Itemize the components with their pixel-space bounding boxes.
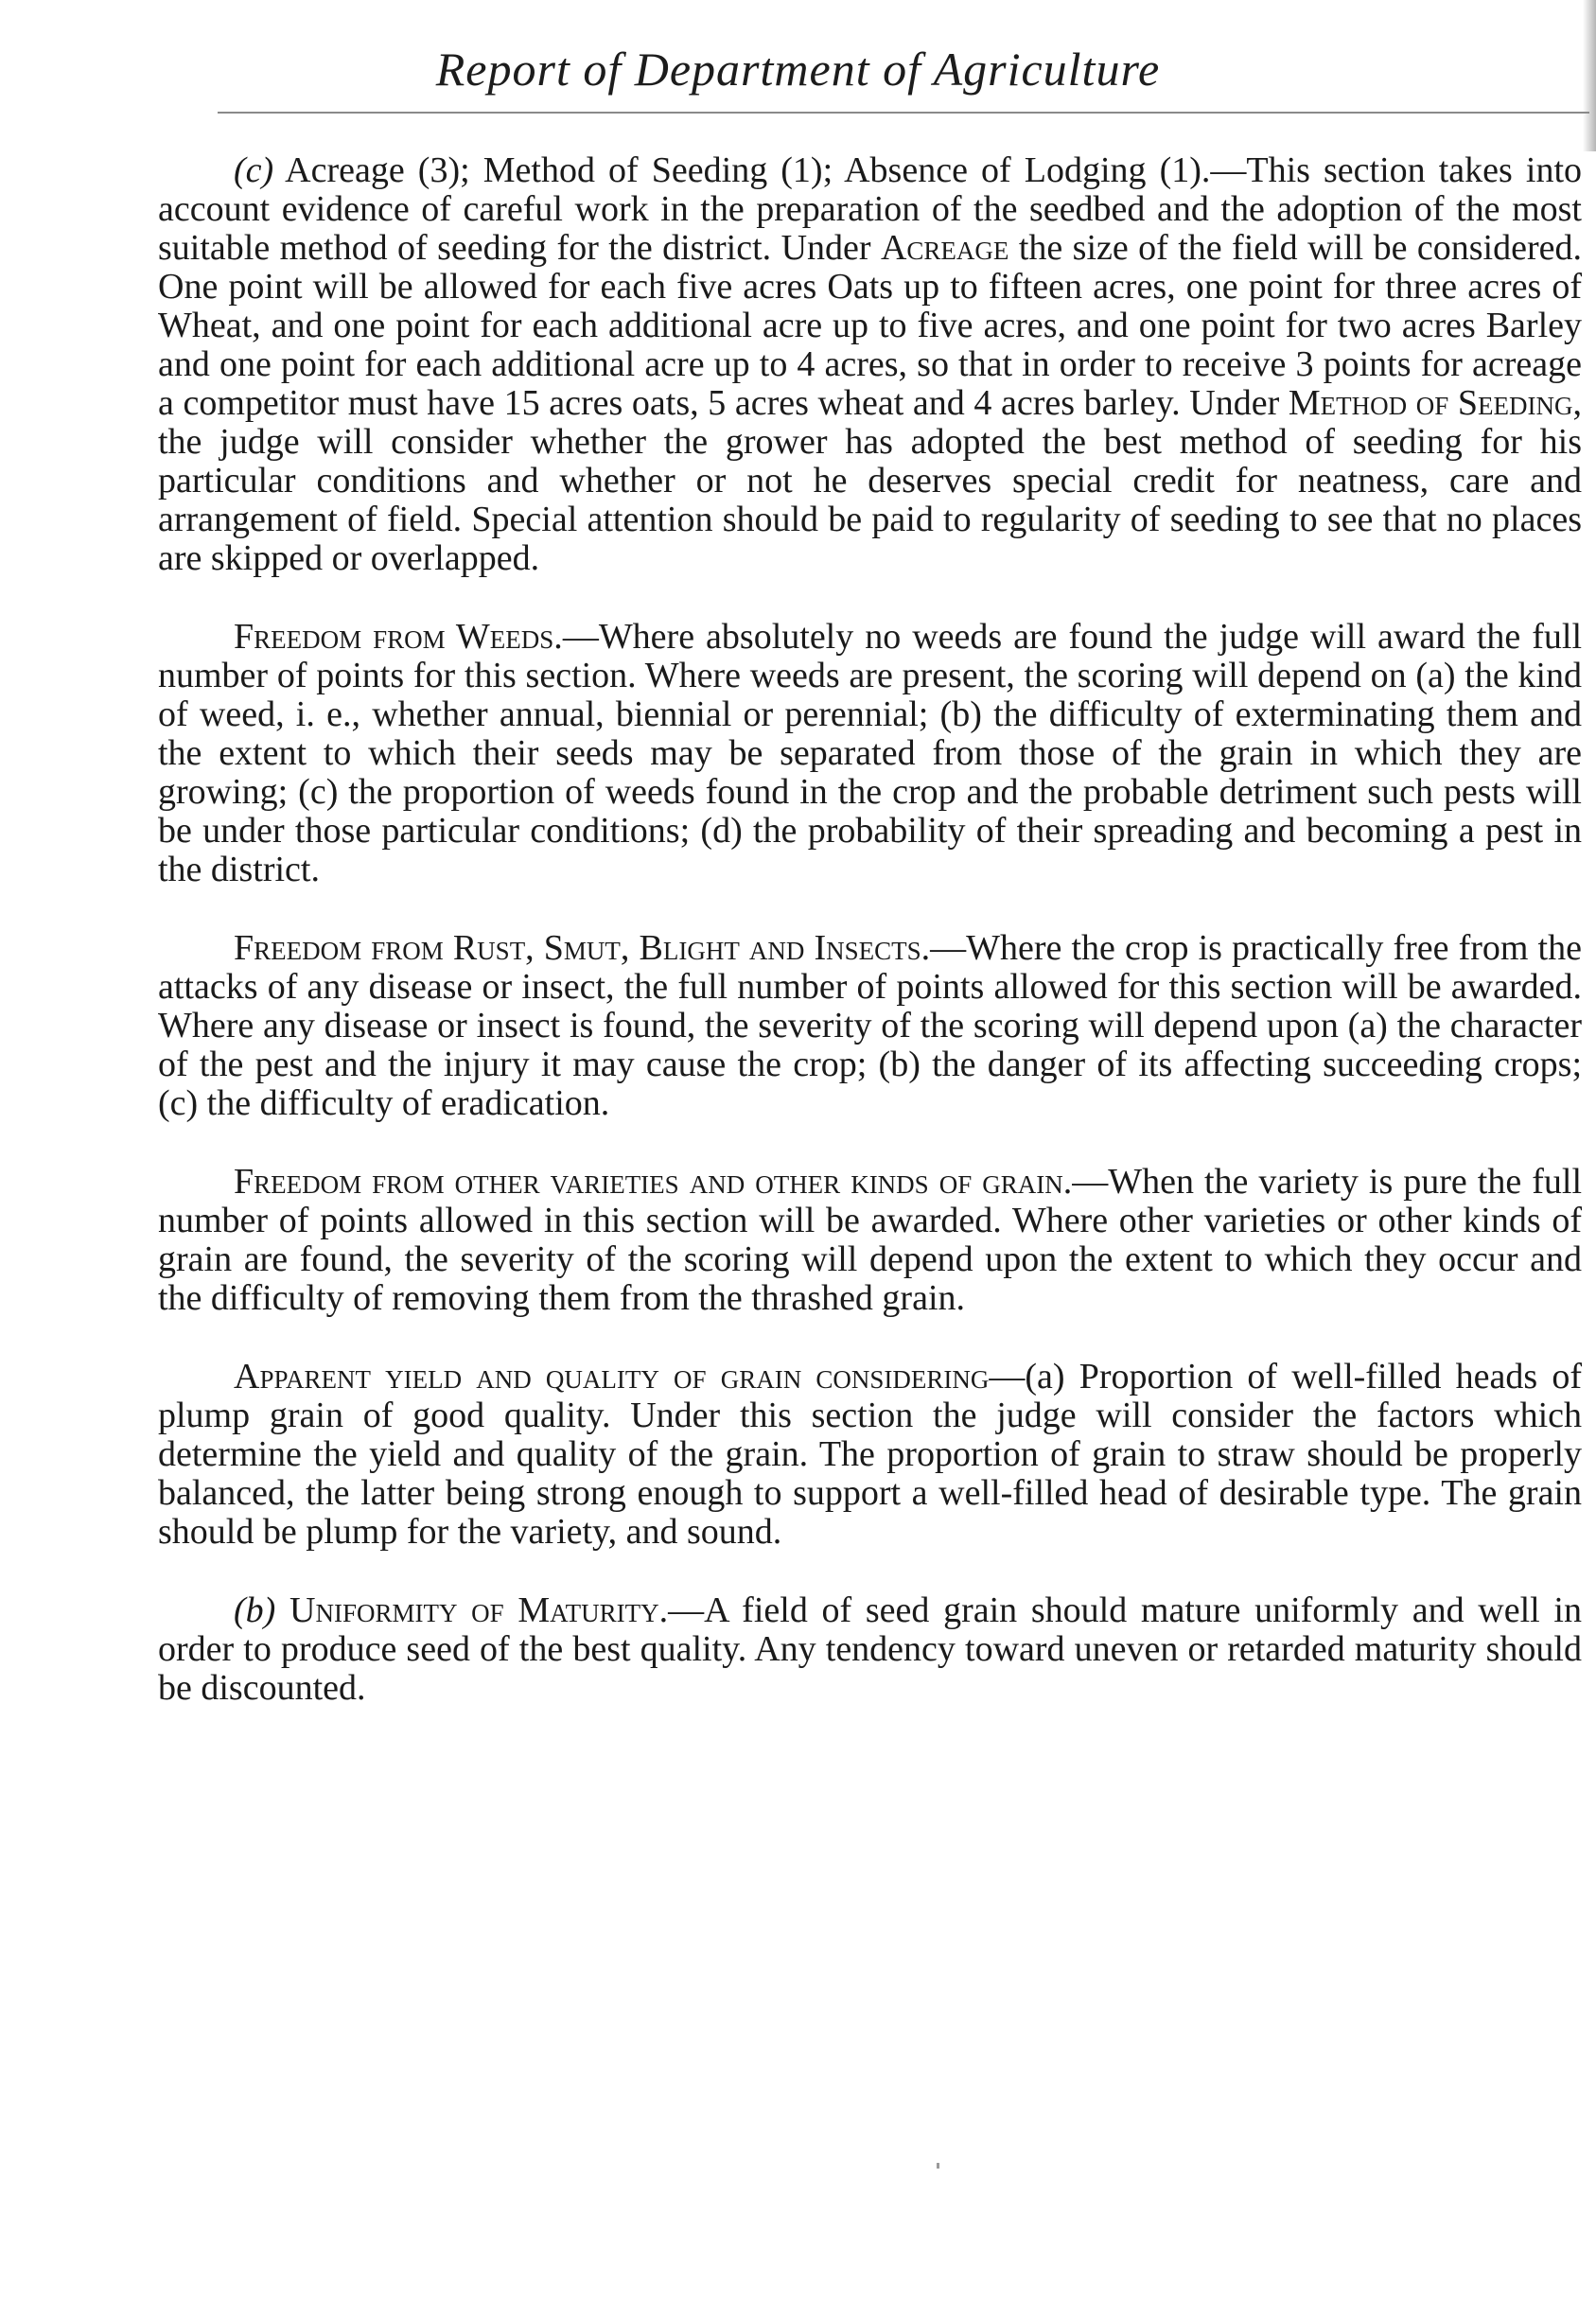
running-head: Report of Department of Agriculture <box>435 43 1161 96</box>
varieties-text: —When the variety is pure the full number of points allowed in this section will be awarded. Where other varieties or other kinds of grain are found, the severity of the scoring will depend upon the extent to which they occur and the difficulty of removing them from the thrashed grain. <box>158 1162 1583 1318</box>
paragraph-yield <box>158 1358 1582 1552</box>
acreage-text-3: , the judge will consider whether the grower has adopted the best method of seeding for his particular conditions and whether or not he deserves special credit for neatness, care and arrangement of field. Special attention should be paid to regularity of seeding to see that no places are skipped or overlapped. <box>158 383 1582 578</box>
item-marker-b: (b) <box>234 1590 276 1630</box>
term-acreage: Acreage <box>880 228 1009 268</box>
paragraph-weeds <box>158 618 1582 889</box>
stray-mark <box>937 2163 939 2169</box>
header-rule <box>218 112 1589 114</box>
weeds-text: —Where absolutely no weeds are found the judge will award the full number of points for this section. Where weeds are present, the scoring will depend on (a) the kind of weed, i. e., whether annual, biennial or perennial; (b) the difficulty of exterminating them and the extent to which their seeds may be separated from those of the grain in which they are growing; (c) the proportion of weeds found in the crop and the probable detriment such pests will be under those particular conditions; (d) the probability of their spreading and becoming a pest in the district. <box>158 617 1583 889</box>
paragraph-acreage <box>158 151 1582 578</box>
maturity-text: —A field of seed grain should mature uniformly and well in order to produce seed of the best quality. Any tendency toward uneven or retarded maturity should be discounted. <box>158 1590 1582 1708</box>
heading-rust: Freedom from Rust, Smut, Blight and Insects. <box>234 928 931 968</box>
paragraph-varieties <box>158 1163 1582 1318</box>
heading-weeds: Freedom from Weeds. <box>234 617 563 657</box>
body-text <box>158 151 1582 1748</box>
rust-text: —Where the crop is practically free from the attacks of any disease or insect, the full number of points allowed for this section will be awarded. Where any disease or insect is found, the severity of the scoring will depend upon (a) the character of the pest and the injury it may cause the crop; (b) the danger of its affecting succeeding crops; (c) the difficulty of eradication. <box>158 928 1582 1123</box>
item-marker-c: (c) <box>234 150 274 190</box>
heading-yield: Apparent yield and quality of grain considering <box>234 1357 990 1396</box>
yield-text: —(a) Proportion of well-filled heads of plump grain of good quality. Under this section the judge will consider the factors which determine the yield and quality of the grain. The proportion of grain to straw should be properly balanced, the latter being strong enough to support a well-filled head of desirable type. The grain should be plump for the variety, and sound. <box>158 1357 1582 1552</box>
paragraph-rust <box>158 929 1582 1123</box>
acreage-text: Acreage (3); Method of Seeding (1); Absence of Lodging (1).—This section takes into account evidence of careful work in the preparation of the seedbed and the adoption of the most suitable method of seeding for the district. Under <box>158 150 1583 268</box>
term-method-of-seeding: Method of Seeding <box>1288 383 1573 423</box>
paragraph-maturity <box>158 1591 1582 1708</box>
acreage-text-2: the size of the field will be considered. One point will be allowed for each five acres Oats up to fifteen acres, one point for three acres of Wheat, and one point for each additional acre up to five acres, and one point for two acres Barley and one point for each additional acre up to 4 acres, so that in order to receive 3 points for acreage a competitor must have 15 acres oats, 5 acres wheat and 4 acres barley. Under <box>158 228 1582 423</box>
heading-varieties: Freedom from other varieties and other kinds of grain. <box>234 1162 1073 1202</box>
heading-maturity: Uniformity of Maturity. <box>289 1590 669 1630</box>
